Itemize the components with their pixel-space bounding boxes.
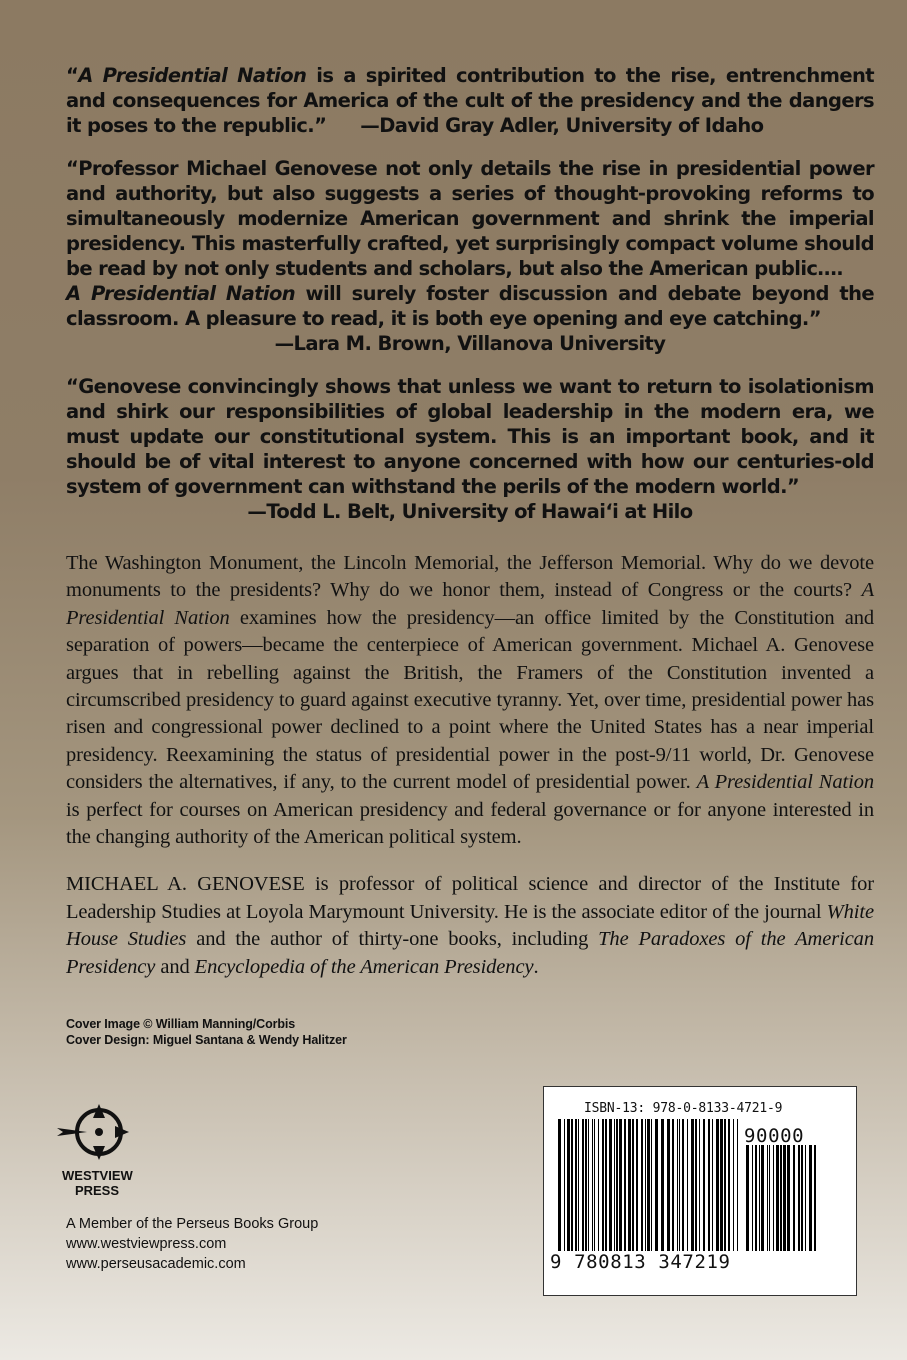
barcode-bar <box>783 1145 786 1251</box>
barcode-bar <box>720 1119 723 1251</box>
barcode-bar <box>793 1145 795 1251</box>
barcode-bar <box>767 1145 768 1251</box>
cover-design-credit: Cover Design: Miguel Santana & Wendy Halitzer <box>66 1033 347 1047</box>
barcode-bar <box>624 1119 626 1251</box>
barcode-bar <box>801 1145 803 1251</box>
barcode-bar <box>609 1119 612 1251</box>
barcode-bar <box>672 1119 674 1251</box>
barcode-bar <box>780 1145 782 1251</box>
barcode-bar <box>619 1119 622 1251</box>
barcode-bar <box>602 1119 604 1251</box>
quote-brown: “Professor Michael Genovese not only details the rise in presidential power and authority, but also suggests a series of thought-provoking reforms to simultaneously modernize American government and shrink the imperial presidency. This masterfully crafted, yet surprisingly compact volume should be read by not only students and scholars, but also the American public…. A Presidential Nation will surely foster discussion and debate beyond the classroom. A pleasure to read, it is both eye opening and eye catching.” —Lara M. Brown, Villanova University <box>66 157 874 355</box>
barcode-bar <box>814 1145 816 1251</box>
author-bio: MICHAEL A. GENOVESE is professor of political science and director of the Institute for Leadership Studies at Loyola Marymount University. He is the associate editor of the journal White House Studies and the author of thirty-one books, including The Paradoxes of the American Presidency and Encyclopedia of the American Presidency. <box>66 873 874 978</box>
quote-adler: “A Presidential Nation is a spirited contribution to the rise, entrenchment and consequences for America of the cult of the presidency and the dangers it poses to the republic.” —David Gray Adler, University of Idaho <box>66 64 874 137</box>
publisher-logo-text: WESTVIEW PRESS <box>62 1168 133 1198</box>
quote-title-italic: A Presidential Nation <box>78 64 307 87</box>
barcode-bar <box>682 1119 684 1251</box>
barcode-bar <box>746 1145 749 1251</box>
quote-title-italic: A Presidential Nation <box>66 282 296 305</box>
barcode-bar <box>677 1119 678 1251</box>
barcode-bar <box>703 1119 705 1251</box>
barcode-bar <box>759 1145 760 1251</box>
barcode-bar <box>571 1119 573 1251</box>
barcode-bar <box>769 1145 770 1251</box>
publisher-url[interactable]: www.perseusacademic.com <box>66 1256 246 1272</box>
barcode-bar <box>773 1145 774 1251</box>
quote-attribution: —Todd L. Belt, University of Hawai‘i at Hilo <box>247 500 693 523</box>
barcode-bar <box>636 1119 638 1251</box>
barcode-bar <box>558 1119 561 1251</box>
quote-text: is a spirited contribution to the rise, entrenchment and consequences for America of the cult of the presidency and the dangers it poses to the republic.” <box>66 64 874 137</box>
isbn-label: ISBN-13: 978-0-8133-4721-9 <box>584 1101 783 1116</box>
barcode-bar <box>716 1119 719 1251</box>
book-title-italic: A Presidential Nation <box>696 771 874 794</box>
endorsements <box>66 63 874 542</box>
barcode-bars <box>554 1119 854 1251</box>
barcode-bar <box>724 1119 726 1251</box>
publisher-info <box>66 1214 318 1274</box>
barcode-bar <box>755 1145 757 1251</box>
book-title-italic: A Presidential Nation <box>66 579 874 629</box>
quote-text: will surely foster discussion and debate beyond the classroom. A pleasure to read, it is both eye opening and eye catching.” <box>66 282 874 330</box>
journal-title: White House Studies <box>66 900 874 951</box>
barcode-bar <box>798 1145 800 1251</box>
quote-text: Professor Michael Genovese not only details the rise in presidential power and authority, but also suggests a series of thought-provoking reforms to simultaneously modernize American government and shrink the imperial presidency. This masterfully crafted, yet surprisingly compact volume should be read by not only students and scholars, but also the American public…. <box>66 157 874 280</box>
barcode-bar <box>575 1119 577 1251</box>
barcode-bar <box>691 1119 694 1251</box>
barcode-bar <box>647 1119 650 1251</box>
barcode-bar <box>605 1119 607 1251</box>
barcode-bar <box>588 1119 589 1251</box>
barcode-bar <box>641 1119 643 1251</box>
quote-belt: “Genovese convincingly shows that unless we want to return to isolationism and shirk our responsibilities of global leadership in the modern era, we must update our constitutional system. This is an important book, and it should be of vital interest to anyone concerned with how our centuries-old system of government can withstand the perils of the modern world.” —Todd L. Belt, University of Hawai‘i at Hilo <box>66 375 874 523</box>
description-paragraph: The Washington Monument, the Lincoln Memorial, the Jefferson Memorial. Why do we devote monuments to the presidents? Why do we honor them, instead of Congress or the courts? A Presidential Nation examines how the presidency—an office limited by the Constitution and separation of powers—became the centerpiece of American government. Michael A. Genovese argues that in rebelling against the British, the Framers of the Constitution invented a circumscribed presidency to guard against executive tyranny. Yet, over time, presidential power has risen and congressional power declined to a point where the United States has a near imperial presidency. Reexamining the status of presidential power in the post-9/11 world, Dr. Genovese considers the alternatives, if any, to the current model of presidential power. A Presidential Nation is perfect for courses on American presidency and federal governance or for anyone interested in the changing authority of the American political system. <box>66 552 874 849</box>
barcode-bar <box>651 1119 652 1251</box>
isbn-barcode <box>543 1086 857 1296</box>
barcode-bar <box>761 1145 764 1251</box>
barcode-bar <box>728 1119 730 1251</box>
barcode-bar <box>585 1119 587 1251</box>
barcode-bar <box>699 1119 700 1251</box>
publisher-url[interactable]: www.westviewpress.com <box>66 1236 227 1252</box>
barcode-bar <box>752 1145 753 1251</box>
quote-text: Genovese convincingly shows that unless we want to return to isolationism and shirk our responsibilities of global leadership in the modern era, we must update our constitutional system. This is an important book, and it should be of vital interest to anyone concerned with how our centuries-old system of government can withstand the perils of the modern world.” <box>66 375 874 498</box>
barcode-bar <box>809 1145 812 1251</box>
barcode-bar <box>616 1119 618 1251</box>
barcode-bar <box>614 1119 615 1251</box>
barcode-bar <box>737 1119 738 1251</box>
barcode-bar <box>787 1145 790 1251</box>
barcode-bar <box>582 1119 584 1251</box>
barcode-price-digits: 90000 <box>744 1125 805 1147</box>
publisher-member: A Member of the Perseus Books Group <box>66 1216 319 1232</box>
barcode-bar <box>598 1119 599 1251</box>
barcode-bar <box>695 1119 697 1251</box>
barcode-bar <box>712 1119 713 1251</box>
quote-attribution: —David Gray Adler, University of Idaho <box>360 114 764 137</box>
barcode-bar <box>655 1119 658 1251</box>
cover-image-credit: Cover Image © William Manning/Corbis <box>66 1017 296 1031</box>
barcode-bar <box>661 1119 664 1251</box>
barcode-bar <box>805 1145 806 1251</box>
book-title-italic: Encyclopedia of the American Presidency <box>194 955 534 978</box>
book-title-italic: The Paradoxes of the American Presidency <box>66 928 874 978</box>
book-description <box>66 550 874 1001</box>
barcode-bar <box>564 1119 565 1251</box>
barcode-bar <box>708 1119 710 1251</box>
barcode-bar <box>776 1145 779 1251</box>
barcode-bar <box>733 1119 734 1251</box>
barcode-bar <box>594 1119 595 1251</box>
cover-credits <box>66 1016 347 1048</box>
barcode-bar <box>592 1119 593 1251</box>
westview-compass-icon <box>55 1098 137 1178</box>
quote-attribution: —Lara M. Brown, Villanova University <box>274 332 666 355</box>
barcode-bar <box>667 1119 670 1251</box>
barcode-bar <box>687 1119 688 1251</box>
barcode-bar <box>632 1119 634 1251</box>
barcode-digits: 9 780813 347219 <box>550 1251 731 1273</box>
barcode-bar <box>645 1119 646 1251</box>
barcode-bar <box>628 1119 631 1251</box>
barcode-bar <box>567 1119 570 1251</box>
barcode-bar <box>679 1119 680 1251</box>
barcode-bar <box>578 1119 579 1251</box>
